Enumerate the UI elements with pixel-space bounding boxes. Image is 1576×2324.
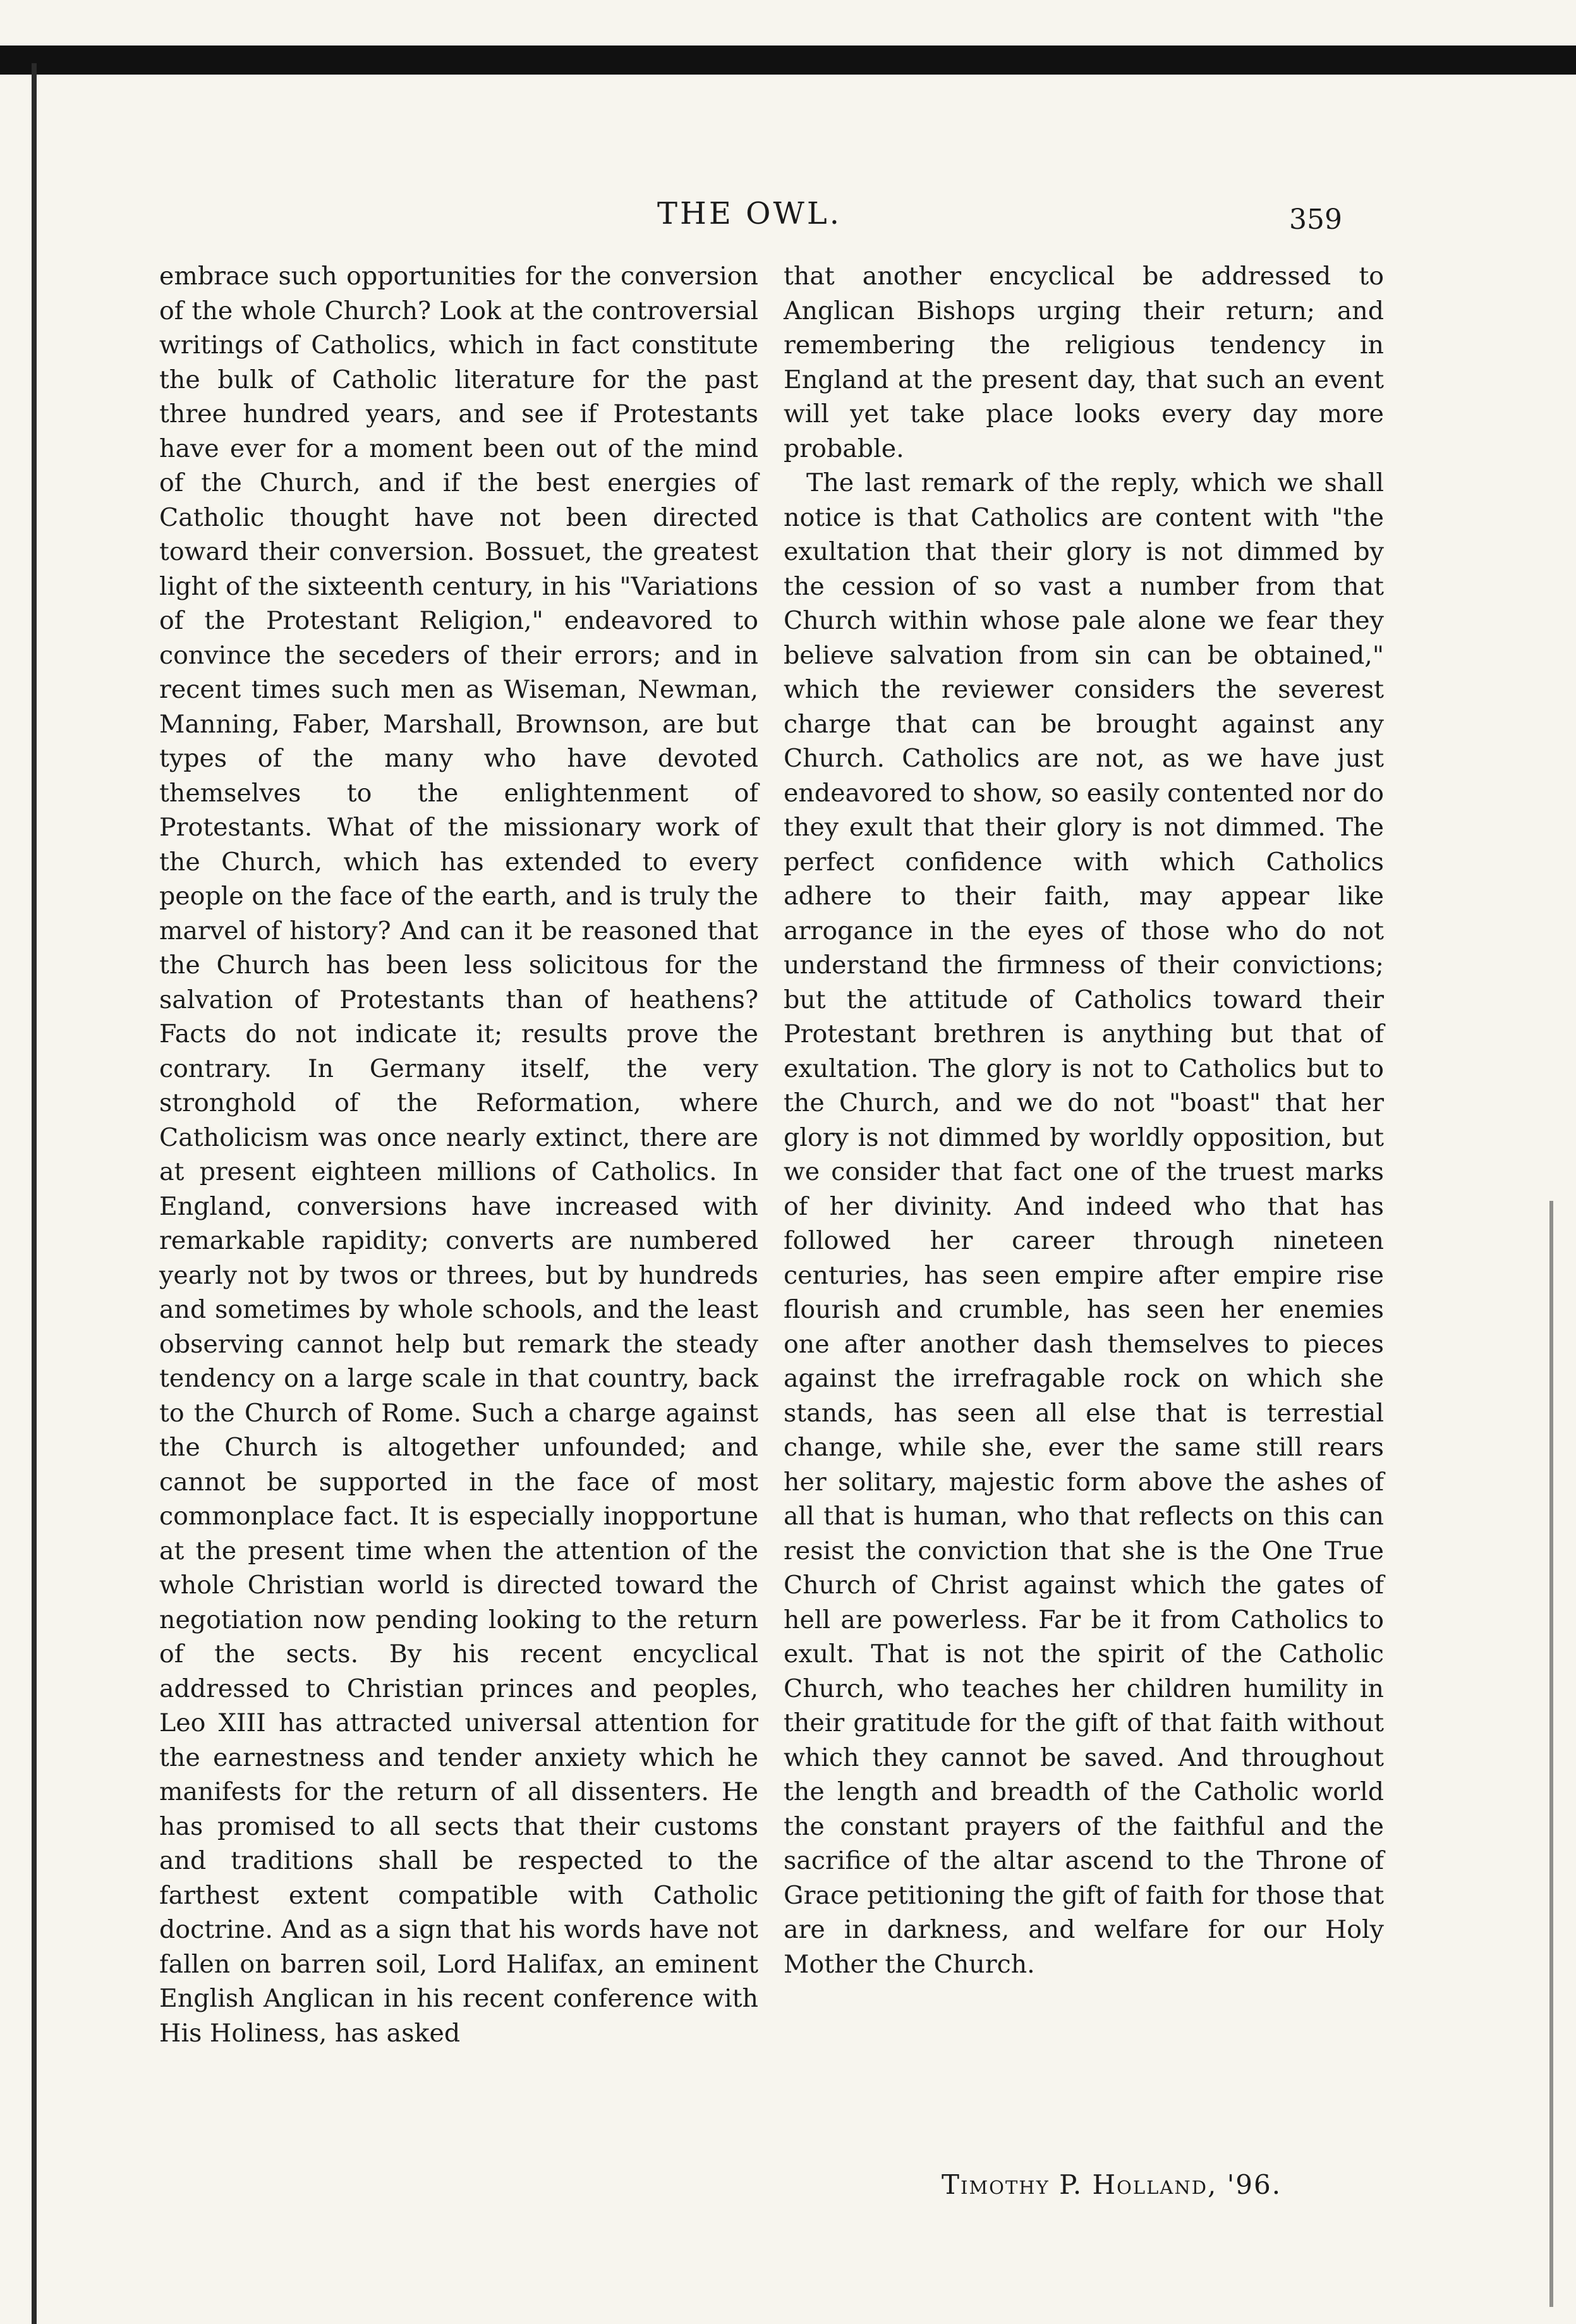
page-number: 359 bbox=[1289, 204, 1342, 236]
paragraph: embrace such opportunities for the conversion of the whole Church? Look at the controversial writings of Catholics, which in fact constitute the bulk of Catholic literature for the past three hundred years, and see if Protestants have ever for a moment been out of the mind of the Church, and if the best energies of Catholic thought have not been directed toward their conversion. Bossuet, the greatest light of the sixteenth century, in his "Variations of the Protestant Religion," endeavored to convince the seceders of their errors; and in recent times such men as Wiseman, Newman, Manning, Faber, Marshall, Brownson, are but types of the many who have devoted themselves to the enlightenment of Protestants. What of the missionary work of the Church, which has extended to every people on the face of the earth, and is truly the marvel of history? And can it be reasoned that the Church has been less solicitous for the salvation of Protestants than of heathens? Facts do not indicate it; results prove the contrary. In Germany itself, the very stronghold of the Reformation, where Catholicism was once nearly extinct, there are at present eighteen millions of Catholics. In England, conversions have increased with remarkable rapidity; converts are numbered yearly not by twos or threes, but by hundreds and sometimes by whole schools, and the least observing cannot help but remark the steady tendency on a large scale in that country, back to the Church of Rome. Such a charge against the Church is altogether unfounded; and cannot be supported in the face of most commonplace fact. It is especially inopportune at the present time when the attention of the whole Christian world is directed toward the negotiation now pending looking to the return of the sects. By his recent encyclical addressed to Christian princes and peoples, Leo XIII has attracted universal attention for the earnestness and tender anxiety which he manifests for the return of all dissenters. He has promised to all sects that their customs and traditions shall be respected to the farthest extent compatible with Catholic doctrine. And as a sign that his words have not fallen on barren soil, Lord Halifax, an eminent English Anglican in his recent conference with His Holiness, has asked bbox=[159, 262, 758, 2048]
journal-title: THE OWL. bbox=[657, 196, 842, 231]
scan-border-right bbox=[1549, 1201, 1553, 2307]
paragraph: that another encyclical be addressed to Anglican Bishops urging their return; and remembering the religious tendency in England at the present day, that such an event will yet take place looks every day more probable. bbox=[784, 262, 1384, 463]
scan-border-top bbox=[0, 46, 1576, 75]
right-column bbox=[784, 259, 1384, 1981]
left-column bbox=[159, 259, 758, 2050]
running-head bbox=[0, 190, 1576, 240]
scan-border-left bbox=[32, 63, 37, 2324]
author-signature: Timothy P. Holland, '96. bbox=[942, 2169, 1282, 2200]
paragraph: The last remark of the reply, which we shall notice is that Catholics are content with "the exultation that their glory is not dimmed by the cession of so vast a number from that Church within whose pale alone we fear they believe salvation from sin can be obtained," which the reviewer considers the severest charge that can be brought against any Church. Catholics are not, as we have just endeavored to show, so easily contented nor do they exult that their glory is not dimmed. The perfect confidence with which Catholics adhere to their faith, may appear like arrogance in the eyes of those who do not understand the firmness of their convictions; but the attitude of Catholics toward their Protestant brethren is anything but that of exultation. The glory is not to Catholics but to the Church, and we do not "boast" that her glory is not dimmed by worldly opposition, but we consider that fact one of the truest marks of her divinity. And indeed who that has followed her career through nineteen centuries, has seen empire after empire rise flourish and crumble, has seen her enemies one after another dash themselves to pieces against the irrefragable rock on which she stands, has seen all else that is terrestial change, while she, ever the same still rears her solitary, majestic form above the ashes of all that is human, who that reflects on this can resist the conviction that she is the One True Church of Christ against which the gates of hell are powerless. Far be it from Catholics to exult. That is not the spirit of the Catholic Church, who teaches her children humility in their gratitude for the gift of that faith without which they cannot be saved. And throughout the length and breadth of the Catholic world the constant prayers of the faithful and the sacrifice of the altar ascend to the Throne of Grace petitioning the gift of faith for those that are in darkness, and welfare for our Holy Mother the Church. bbox=[784, 468, 1384, 1979]
